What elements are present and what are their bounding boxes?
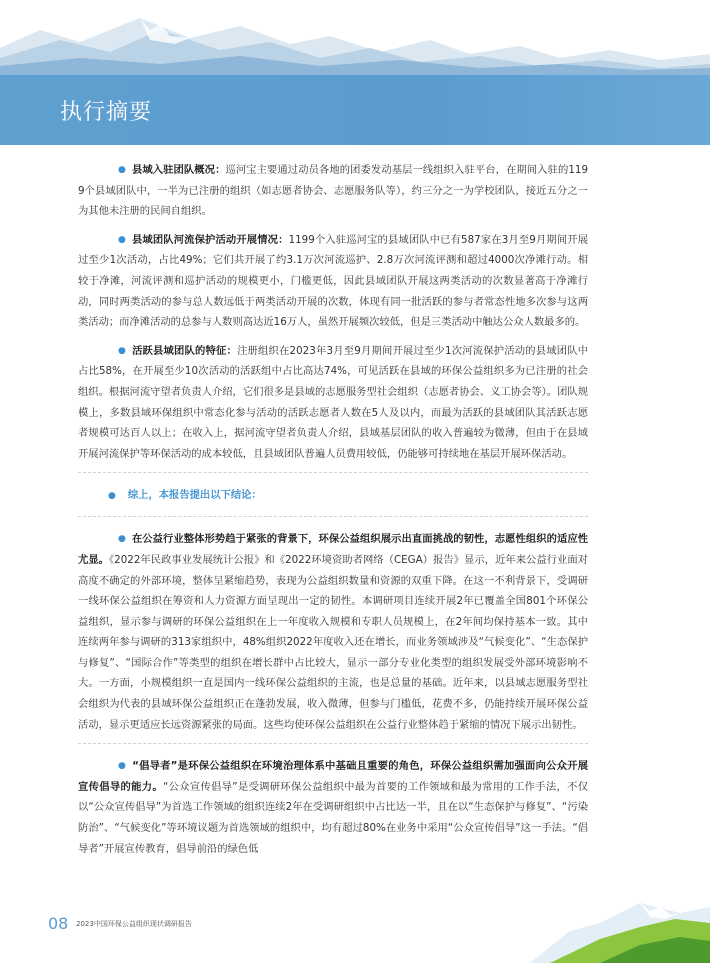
conclusion-resilience xyxy=(78,529,588,735)
main-content xyxy=(78,160,588,867)
bullet-icon: ● xyxy=(118,345,127,356)
divider xyxy=(78,472,588,473)
section-title-bar xyxy=(0,75,710,145)
summary-text: 综上，本报告提出以下结论： xyxy=(127,489,262,502)
bullet-icon: ● xyxy=(108,491,116,502)
paragraph-body: 巡河宝主要通过动员各地的团委发动基层一线组织入驻平台，在期间入驻的1199个县域团队中，一半为已注册的组织（如志愿者协会、志愿服务队等），约三分之一为学校团队，接近五分之一为其他未注册的民间自组织。 xyxy=(78,164,588,218)
divider xyxy=(78,516,588,517)
footer-report-title: 2023中国环保公益组织现状调研报告 xyxy=(76,920,192,928)
bullet-icon: ● xyxy=(118,761,127,772)
conclusion-advocacy xyxy=(78,756,588,859)
paragraph-body: 1199个入驻巡河宝的县域团队中已有587家在3月至9月期间开展过至少1次活动，占比49%；它们共开展了约3.1万次河流巡护、2.8万次河流评测和超过4000次净滩行动。相较于净滩，河流评测和巡护活动的规模更小，门槛更低，因此县域团队开展这两类活动的次数显著高于净滩行动，同时两类活动的参与总人数远低于两类活动开展的次数，体现有同一批活跃的参与者常态性地多次参与这两类活动；而净滩活动的总参与人数则高达近16万人，虽然开展频次较低，但是三类活动中触达公众人数最多的。 xyxy=(78,233,588,329)
divider xyxy=(78,743,588,744)
hills-decoration xyxy=(510,883,710,963)
conclusion-lead: 在公益行业整体形势趋于紧张的背景下，环保公益组织展示出直面挑战的韧性，志愿性组织的适应性尤显。 xyxy=(78,533,589,566)
paragraph-river-activities xyxy=(78,230,588,333)
paragraph-county-teams xyxy=(78,160,588,222)
paragraph-body: 注册组织在2023年3月至9月期间开展过至少1次河流保护活动的县域团队中占比58%，在开展至少10次活动的活跃组中占比高达74%，可见活跃在县域的环保公益组织多为已注册的社会组织。根据河流守望者负责人介绍，它们很多是县域的志愿服务型社会组织（志愿者协会、义工协会等）。团队规模上，多数县域环保组织中常态化参与活动的活跃志愿者人数在5人及以内，而最为活跃的县域团队其活跃志愿者规模可达百人以上；在收入上，据河流守望者负责人介绍，县域基层团队的收入普遍较为微薄，但由于在县域开展河流保护等环保活动的成本较低，且县域团队普遍人员费用较低，仍能够可持续地在基层开展环保活动。 xyxy=(78,344,589,460)
bullet-icon: ● xyxy=(118,165,126,175)
paragraph-active-teams xyxy=(78,341,588,465)
conclusion-body: 《2022年民政事业发展统计公报》和《2022环境资助者网络（CEGA）报告》显示，近年来公益行业面对高度不确定的外部环境，整体呈紧缩趋势，表现为公益组织数量和资源的双重下降。在这一不利背景下，受调研一线环保公益组织在筹资和人力资源方面呈现出一定的韧性。本调研项目连续开展2年已覆盖全国801个环保公益组织，显示参与调研的环保公益组织在上一年度收入规模和专职人员规模上，在2年间均保持基本一致。其中连续两年参与调研的313家组织中，48%组织2022年度收入还在增长，而业务领域涉及“气候变化”、“生态保护与修复”、“国际合作”等类型的组织在增长群中占比较大，显示一部分专业化类型的组织发展受外部环境影响不大。一方面，小规模组织一直是国内一线环保公益组织的主流，也是总量的基础。近年来，以县域志愿服务型社会组织为代表的县域环保公益组织正在蓬勃发展，收入微薄，但参与门槛低，花费不多，仍能持续开展环保公益活动，显示更适应长远资源紧张的局面。这些均使环保公益组织在公益行业整体趋于紧缩的情况下展示出韧性。 xyxy=(78,553,588,731)
paragraph-lead: 县域团队河流保护活动开展情况： xyxy=(132,233,289,246)
page-number: 08 xyxy=(48,914,69,933)
paragraph-lead: 活跃县域团队的特征： xyxy=(132,344,238,357)
summary-heading xyxy=(78,485,588,506)
mountain-banner xyxy=(0,0,710,75)
bullet-icon: ● xyxy=(118,534,126,545)
conclusion-body: “公众宣传倡导”是受调研环保公益组织中最为首要的工作领域和最为常用的工作手法，不仅以“公众宣传倡导”为首选工作领域的组织连续2年在受调研组织中占比达一半，且在以“生态保护与修复”、“污染防治”、“气候变化”等环境议题为首选领域的组织中，均有超过80%在业务中采用“公众宣传倡导”这一手法。“倡导者”开展宣传教育，倡导前沿的绿色低 xyxy=(78,780,588,855)
bullet-icon: ● xyxy=(118,234,126,245)
conclusion-lead: “倡导者”是环保公益组织在环境治理体系中基础且重要的角色，环保公益组织需加强面向公众开展宣传倡导的能力。 xyxy=(78,760,588,793)
page-title: 执行摘要 xyxy=(60,100,153,125)
paragraph-lead: 县域入驻团队概况： xyxy=(131,164,226,176)
